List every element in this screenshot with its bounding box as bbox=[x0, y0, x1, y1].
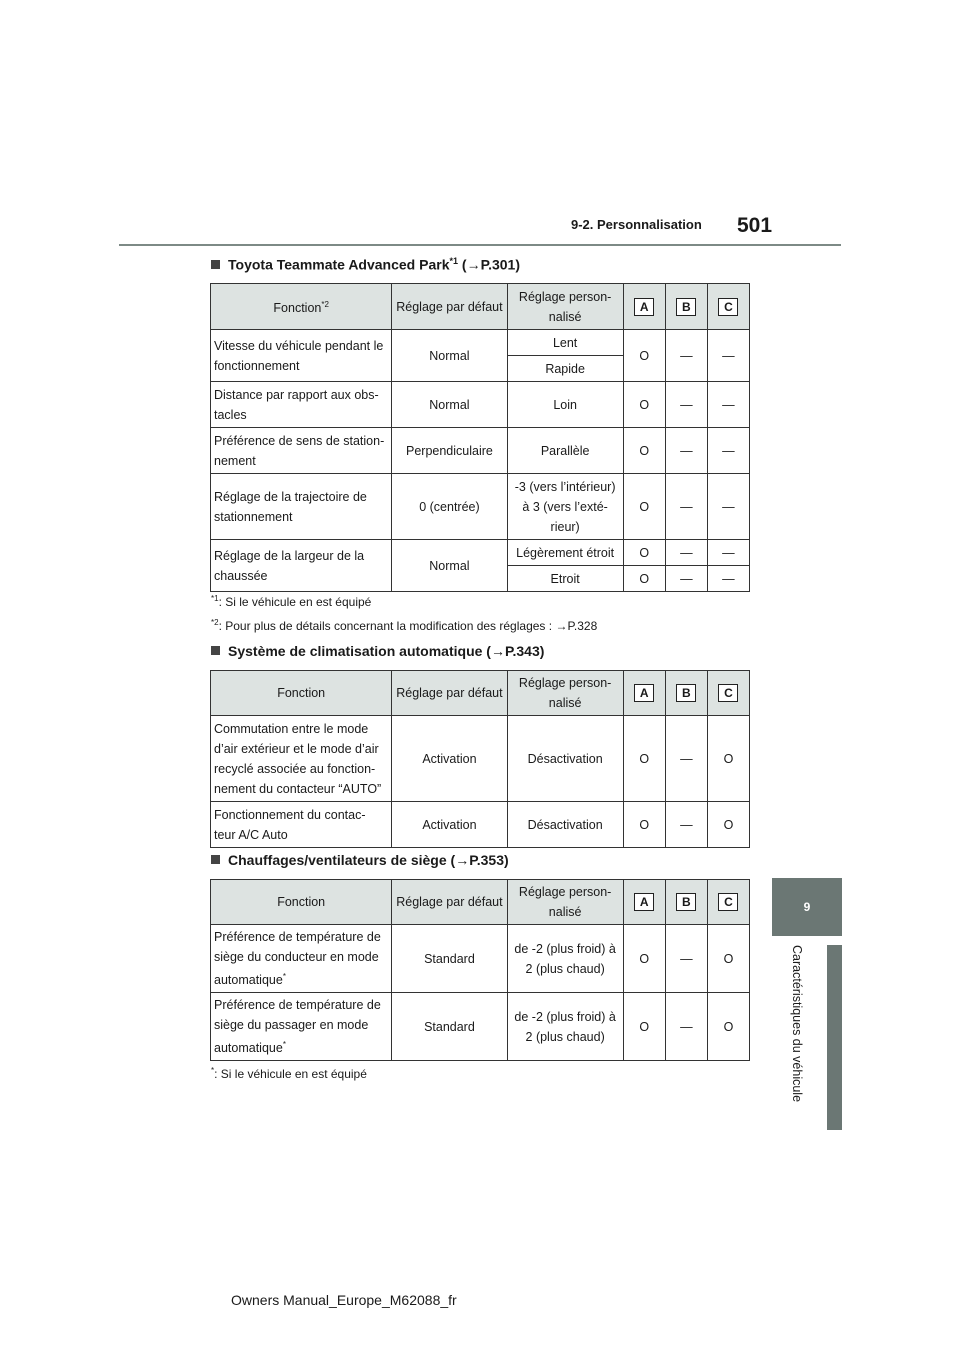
header-default: Réglage par défaut bbox=[392, 880, 507, 925]
table-row bbox=[211, 993, 750, 1061]
arrow-icon: → bbox=[466, 256, 481, 273]
square-bullet-icon bbox=[211, 855, 220, 864]
table-row bbox=[211, 428, 750, 474]
table-row bbox=[211, 540, 750, 566]
cell-default: Activation bbox=[392, 716, 507, 802]
header-function: Fonction bbox=[211, 671, 392, 716]
header-personal: Réglage person- nalisé bbox=[507, 671, 623, 716]
cell-a: O bbox=[623, 802, 665, 848]
table-row bbox=[211, 330, 750, 356]
arrow-icon: → bbox=[555, 619, 568, 633]
header-a bbox=[623, 284, 665, 330]
cell-c: O bbox=[707, 993, 749, 1061]
arrow-icon: → bbox=[490, 643, 505, 659]
header-a bbox=[623, 671, 665, 716]
square-bullet-icon bbox=[211, 646, 220, 655]
cell-a: O bbox=[623, 540, 665, 566]
cell-option: Désactivation bbox=[507, 802, 623, 848]
cell-a: O bbox=[623, 330, 665, 382]
cell-b: — bbox=[665, 540, 707, 566]
section-title-seat-heaters: Chauffages/ventilateurs de siège (→P.353) bbox=[211, 852, 509, 868]
page-number: 501 bbox=[737, 214, 773, 237]
section-title-climate: Système de climatisation automatique (→P.343) bbox=[211, 643, 544, 659]
chapter-tab: 9 bbox=[772, 878, 842, 936]
cell-a: O bbox=[623, 925, 665, 993]
header-rule bbox=[119, 244, 841, 246]
label-a: A bbox=[634, 684, 654, 702]
cell-option: Etroit bbox=[507, 566, 623, 592]
cell-option: Rapide bbox=[507, 356, 623, 382]
chapter-side-bar bbox=[827, 945, 842, 1130]
table-seat-heater-settings bbox=[210, 879, 750, 1061]
section-title-text: Chauffages/ventilateurs de siège bbox=[228, 852, 447, 868]
header-b bbox=[665, 671, 707, 716]
header-c bbox=[707, 880, 749, 925]
arrow-icon: → bbox=[455, 852, 470, 868]
cell-default: Standard bbox=[392, 925, 507, 993]
header-c bbox=[707, 671, 749, 716]
header-function: Fonction$^{*2}$ bbox=[211, 284, 392, 330]
cell-c: — bbox=[707, 474, 749, 540]
table-row bbox=[211, 716, 750, 802]
table-row bbox=[211, 925, 750, 993]
cell-option: Désactivation bbox=[507, 716, 623, 802]
cell-b: — bbox=[665, 428, 707, 474]
label-a: A bbox=[634, 298, 654, 316]
header-personal: Réglage person- nalisé bbox=[507, 284, 623, 330]
header-default: Réglage par défaut bbox=[392, 284, 507, 330]
cell-b: — bbox=[665, 566, 707, 592]
page-ref: P.343 bbox=[504, 643, 540, 659]
section-title-text: Toyota Teammate Advanced Park bbox=[228, 256, 450, 273]
cell-c: — bbox=[707, 382, 749, 428]
cell-option: Parallèle bbox=[507, 428, 623, 474]
footnote-mark: *1 bbox=[449, 256, 458, 266]
footnote-2: $^{*2}$: Pour plus de détails concernant la modification des réglages : →P.328 bbox=[211, 618, 598, 633]
cell-a: O bbox=[623, 474, 665, 540]
square-bullet-icon bbox=[211, 260, 220, 269]
cell-a: O bbox=[623, 716, 665, 802]
page-header-section: 9-2. Personnalisation bbox=[571, 217, 702, 232]
cell-default: Normal bbox=[392, 330, 507, 382]
cell-b: — bbox=[665, 993, 707, 1061]
table-row bbox=[211, 474, 750, 540]
label-b: B bbox=[676, 298, 696, 316]
section-title-park: Toyota Teammate Advanced Park$^{*1}$ (→P.301) bbox=[211, 256, 520, 273]
header-personal: Réglage person- nalisé bbox=[507, 880, 623, 925]
table-climate-settings bbox=[210, 670, 750, 848]
cell-function: Fonctionnement du contac- teur A/C Auto bbox=[211, 802, 392, 848]
cell-c: — bbox=[707, 566, 749, 592]
cell-b: — bbox=[665, 474, 707, 540]
cell-function: Préférence de température de siège du passager en mode automatique* bbox=[211, 993, 392, 1061]
cell-b: — bbox=[665, 330, 707, 382]
header-default: Réglage par défaut bbox=[392, 671, 507, 716]
footnote-1: $^{*1}$: Si le véhicule en est équipé bbox=[211, 594, 372, 609]
footnote-3: *: Si le véhicule en est équipé bbox=[211, 1066, 367, 1081]
cell-default: Standard bbox=[392, 993, 507, 1061]
label-a: A bbox=[634, 893, 654, 911]
cell-a: O bbox=[623, 382, 665, 428]
label-b: B bbox=[676, 893, 696, 911]
cell-c: O bbox=[707, 716, 749, 802]
cell-function: Distance par rapport aux obs- tacles bbox=[211, 382, 392, 428]
cell-a: O bbox=[623, 993, 665, 1061]
label-c: C bbox=[718, 298, 738, 316]
chapter-label: Caractéristiques du véhicule bbox=[790, 945, 804, 1103]
table-row bbox=[211, 382, 750, 428]
label-b: B bbox=[676, 684, 696, 702]
cell-option: Lent bbox=[507, 330, 623, 356]
cell-default: Normal bbox=[392, 540, 507, 592]
cell-b: — bbox=[665, 382, 707, 428]
header-b bbox=[665, 880, 707, 925]
cell-option: de -2 (plus froid) à 2 (plus chaud) bbox=[507, 993, 623, 1061]
cell-function: Commutation entre le mode d’air extérieur et le mode d’air recyclé associée au fonction- nement du contacteur “AUTO” bbox=[211, 716, 392, 802]
page-ref: P.353 bbox=[469, 852, 504, 868]
table-row bbox=[211, 802, 750, 848]
cell-function: Réglage de la largeur de la chaussée bbox=[211, 540, 392, 592]
cell-c: — bbox=[707, 330, 749, 382]
cell-function: Vitesse du véhicule pendant le fonctionnement bbox=[211, 330, 392, 382]
cell-function: Réglage de la trajectoire de stationnement bbox=[211, 474, 392, 540]
header-function: Fonction bbox=[211, 880, 392, 925]
cell-b: — bbox=[665, 716, 707, 802]
label-c: C bbox=[718, 684, 738, 702]
footer-text: Owners Manual_Europe_M62088_fr bbox=[231, 1292, 457, 1308]
cell-c: — bbox=[707, 540, 749, 566]
cell-default: 0 (centrée) bbox=[392, 474, 507, 540]
cell-c: O bbox=[707, 802, 749, 848]
cell-option: -3 (vers l’intérieur) à 3 (vers l’exté- rieur) bbox=[507, 474, 623, 540]
cell-option: Légèrement étroit bbox=[507, 540, 623, 566]
cell-b: — bbox=[665, 802, 707, 848]
header-a bbox=[623, 880, 665, 925]
cell-c: O bbox=[707, 925, 749, 993]
cell-option: de -2 (plus froid) à 2 (plus chaud) bbox=[507, 925, 623, 993]
cell-a: O bbox=[623, 428, 665, 474]
header-c bbox=[707, 284, 749, 330]
section-title-text: Système de climatisation automatique bbox=[228, 643, 483, 659]
cell-b: — bbox=[665, 925, 707, 993]
table-park-settings bbox=[210, 283, 750, 592]
label-c: C bbox=[718, 893, 738, 911]
cell-default: Perpendiculaire bbox=[392, 428, 507, 474]
cell-a: O bbox=[623, 566, 665, 592]
cell-default: Normal bbox=[392, 382, 507, 428]
cell-c: — bbox=[707, 428, 749, 474]
cell-function: Préférence de température de siège du conducteur en mode automatique* bbox=[211, 925, 392, 993]
page-ref: P.301 bbox=[480, 256, 516, 273]
cell-default: Activation bbox=[392, 802, 507, 848]
header-b bbox=[665, 284, 707, 330]
cell-option: Loin bbox=[507, 382, 623, 428]
cell-function: Préférence de sens de station- nement bbox=[211, 428, 392, 474]
